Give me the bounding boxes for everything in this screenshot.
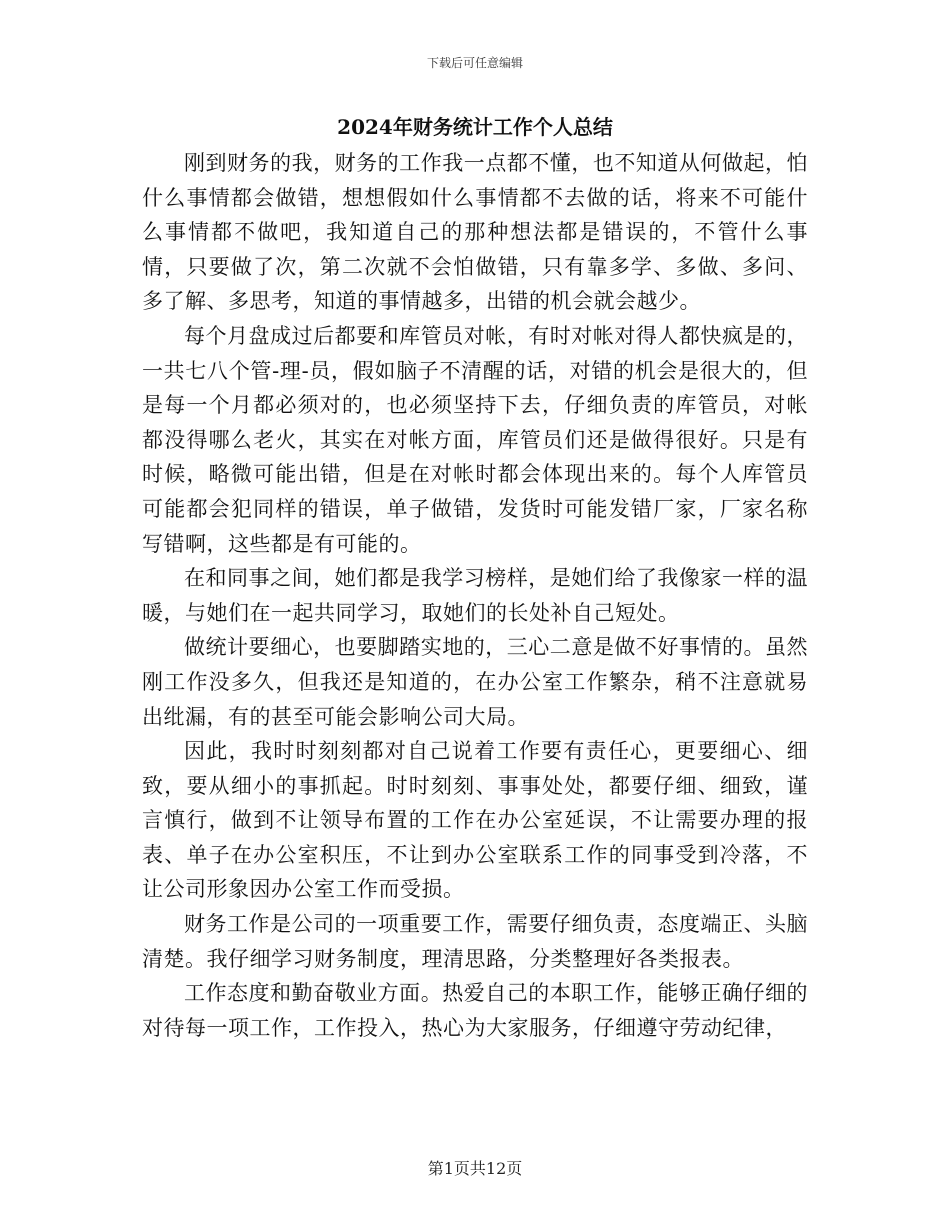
- document-body: [142, 146, 808, 1045]
- paragraph-6: 财务工作是公司的一项重要工作，需要仔细负责，态度端正、头脑清楚。我仔细学习财务制度，理清思路，分类整理好各类报表。: [142, 912, 808, 971]
- paragraph-2: 每个月盘成过后都要和库管员对帐，有时对帐对得人都快疯是的，一共七八个管-理-员，假如脑子不清醒的话，对错的机会是很大的，但是每一个月都必须对的，也必须坚持下去，仔细负责的库管员，对帐都没得哪么老火，其实在对帐方面，库管员们还是做得很好。只是有时候，略微可能出错，但是在对帐时都会体现出来的。每个人库管员可能都会犯同样的错误，单子做错，发货时可能发错厂家，厂家名称写错啊，这些都是有可能的。: [142, 323, 808, 556]
- paragraph-7: 工作态度和勤奋敬业方面。热爱自己的本职工作，能够正确仔细的对待每一项工作，工作投入，热心为大家服务，仔细遵守劳动纪律，: [142, 981, 808, 1040]
- page-number: 第1页共12页: [427, 1159, 523, 1178]
- paragraph-1: 刚到财务的我，财务的工作我一点都不懂，也不知道从何做起，怕什么事情都会做错，想想假如什么事情都不去做的话，将来不可能什么事情都不做吧，我知道自己的那种想法都是错误的，不管什么事情，只要做了次，第二次就不会怕做错，只有靠多学、多做、多问、多了解、多思考，知道的事情越多，出错的机会就会越少。: [142, 151, 808, 314]
- header-note: 下载后可任意编辑: [426, 56, 523, 70]
- document-title: 2024年财务统计工作个人总结: [337, 115, 613, 139]
- paragraph-4: 做统计要细心，也要脚踏实地的，三心二意是做不好事情的。虽然刚工作没多久，但我还是知道的，在办公室工作繁杂，稍不注意就易出纰漏，有的甚至可能会影响公司大局。: [142, 635, 808, 729]
- paragraph-5: 因此，我时时刻刻都对自己说着工作要有责任心，更要细心、细致，要从细小的事抓起。时时刻刻、事事处处，都要仔细、细致，谨言慎行，做到不让领导布置的工作在办公室延误，不让需要办理的报表、单子在办公室积压，不让到办公室联系工作的同事受到冷落，不让公司形象因办公室工作而受损。: [142, 739, 808, 902]
- paragraph-3: 在和同事之间，她们都是我学习榜样，是她们给了我像家一样的温暖，与她们在一起共同学习，取她们的长处补自己短处。: [142, 566, 808, 625]
